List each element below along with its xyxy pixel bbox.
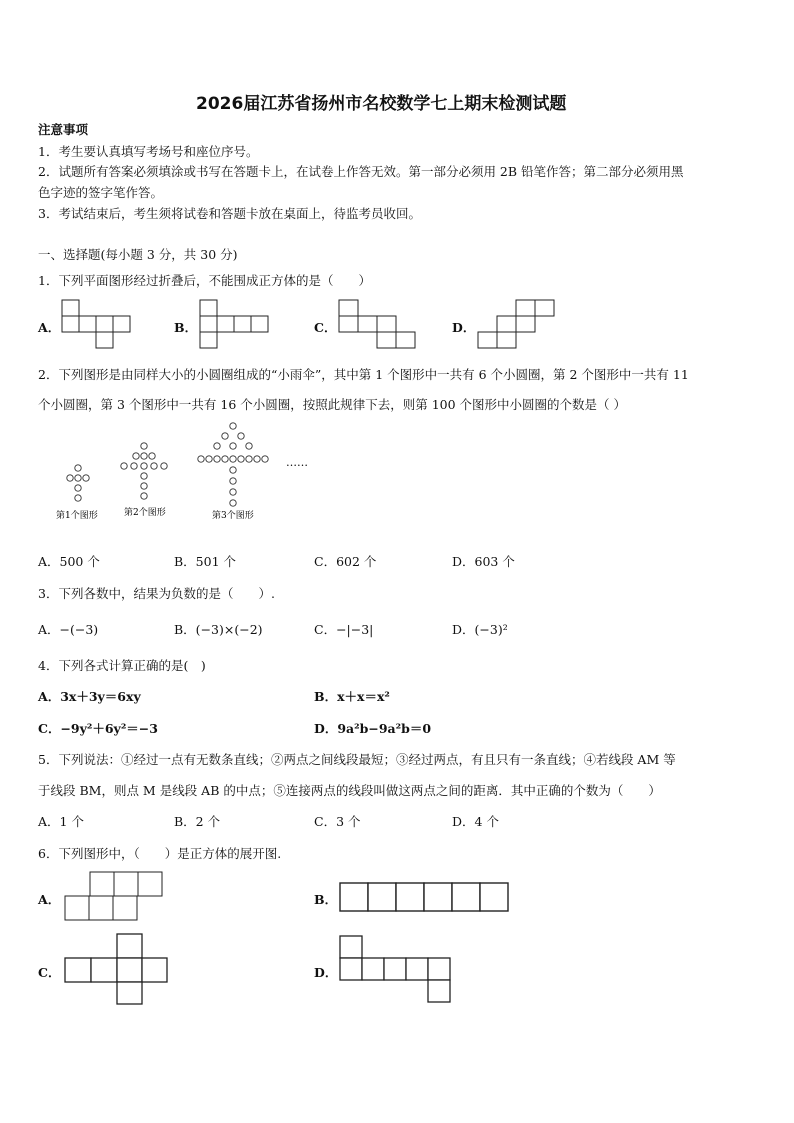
q6-net-c xyxy=(65,934,175,1008)
question-5-line1: 5．下列说法：①经过一点有无数条直线；②两点之间线段最短；③经过两点，有且只有一条直线；④若线段 AM 等 xyxy=(38,752,676,767)
question-3-stem: 3．下列各数中，结果为负数的是（ ）. xyxy=(38,586,275,601)
q3-option-b: B．(−3)×(−2) xyxy=(174,622,263,637)
q4-option-b: B．x＋x＝x² xyxy=(314,689,390,704)
umbrella-figure-3 xyxy=(198,423,268,506)
question-1-stem: 1．下列平面图形经过折叠后，不能围成正方体的是（ ） xyxy=(38,273,371,288)
notice-item: 1．考生要认真填写考场号和座位序号。 xyxy=(38,144,259,159)
q1-option-c: C． xyxy=(314,320,337,335)
q3-option-c: C．−|−3| xyxy=(314,622,374,637)
q1-net-a xyxy=(62,300,132,352)
figure-caption-3: 第3个图形 xyxy=(212,511,254,521)
figure-caption-2: 第2个图形 xyxy=(124,508,166,518)
q5-option-a: A．1 个 xyxy=(38,814,84,829)
umbrella-figures xyxy=(50,418,330,528)
figure-ellipsis: …… xyxy=(286,456,308,469)
notice-item: 2．试题所有答案必须填涂或书写在答题卡上，在试卷上作答无效。第一部分必须用 2B 铅笔作答；第二部分必须用黑 xyxy=(38,164,684,179)
q4-option-a: A．3x＋3y＝6xy xyxy=(38,689,141,704)
q1-net-d xyxy=(478,300,558,352)
q5-option-b: B．2 个 xyxy=(174,814,221,829)
q6-option-a: A． xyxy=(38,892,61,907)
q6-option-c: C． xyxy=(38,965,61,980)
q6-net-a xyxy=(65,872,195,924)
q1-option-b: B． xyxy=(174,320,198,335)
q2-option-a: A．500 个 xyxy=(38,554,100,569)
umbrella-figure-1 xyxy=(67,465,89,501)
q1-option-a: A． xyxy=(38,320,61,335)
question-2-line1: 2．下列图形是由同样大小的小圆圈组成的“小雨伞”，其中第 1 个图形中一共有 6 个小圆圈，第 2 个图形中一共有 11 xyxy=(38,367,689,382)
q4-option-d: D．9a²b−9a²b＝0 xyxy=(314,721,432,736)
q4-option-c: C．−9y²＋6y²＝−3 xyxy=(38,721,158,736)
q6-net-d xyxy=(340,936,458,1006)
q2-option-b: B．501 个 xyxy=(174,554,237,569)
q2-option-c: C．602 个 xyxy=(314,554,377,569)
q6-net-b xyxy=(340,883,512,915)
q5-option-c: C．3 个 xyxy=(314,814,361,829)
q2-option-d: D．603 个 xyxy=(452,554,515,569)
q3-option-a: A．−(−3) xyxy=(38,622,99,637)
q3-option-d: D．(−3)² xyxy=(452,622,508,637)
notice-item: 色字迹的签字笔作答。 xyxy=(38,185,164,200)
notice-item: 3．考试结束后，考生须将试卷和答题卡放在桌面上，待监考员收回。 xyxy=(38,206,421,221)
q1-net-b xyxy=(200,300,272,352)
figure-caption-1: 第1个图形 xyxy=(56,511,98,521)
q6-option-b: B． xyxy=(314,892,338,907)
notice-heading: 注意事项 xyxy=(38,122,89,137)
section-heading: 一、选择题(每小题 3 分，共 30 分) xyxy=(38,247,238,262)
page-title: 2026届江苏省扬州市名校数学七上期末检测试题 xyxy=(196,94,567,114)
q1-net-c xyxy=(339,300,419,352)
question-2-line2: 个小圆圈，第 3 个图形中一共有 16 个小圆圈，按照此规律下去，则第 100 个图形中小圆圈的个数是（ ） xyxy=(38,397,627,412)
question-5-line2: 于线段 BM，则点 M 是线段 AB 的中点；⑤连接两点的线段叫做这两点之间的距离．其中正确的个数为（ ） xyxy=(38,783,661,798)
q6-option-d: D． xyxy=(314,965,338,980)
question-6-stem: 6．下列图形中，（ ）是正方体的展开图. xyxy=(38,846,282,861)
q5-option-d: D．4 个 xyxy=(452,814,499,829)
question-4-stem: 4．下列各式计算正确的是( ) xyxy=(38,658,206,673)
umbrella-figure-2 xyxy=(121,443,167,499)
q1-option-d: D． xyxy=(452,320,476,335)
